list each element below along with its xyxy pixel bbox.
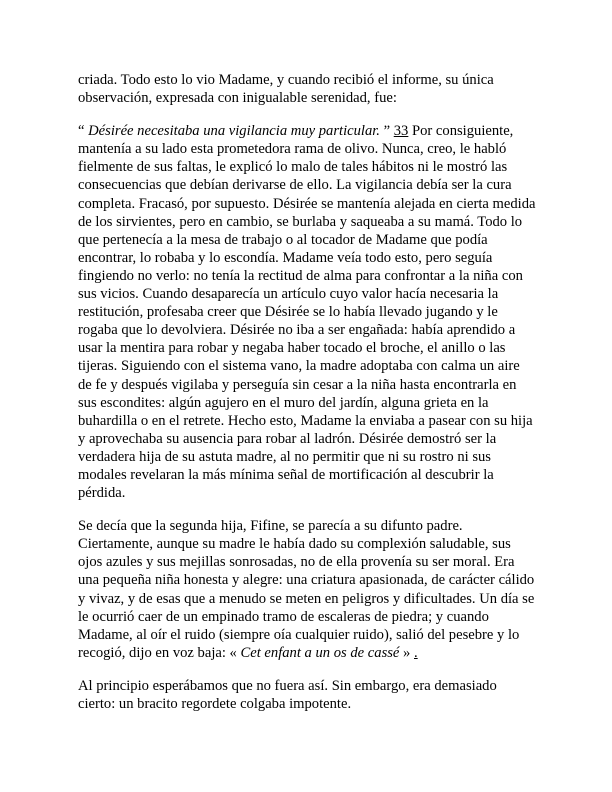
footnote-link[interactable]: . xyxy=(414,644,418,661)
paragraph-1 xyxy=(78,71,536,107)
open-quote: “ xyxy=(78,123,89,140)
paragraph-1-text: criada. Todo esto lo vio Madame, y cuando recibió el informe, su única observación, expresada con inigualable serenidad, fue: xyxy=(78,72,494,107)
paragraph-4 xyxy=(78,677,536,713)
paragraph-3 xyxy=(78,517,536,662)
french-quote: Cet enfant a un os de cassé xyxy=(240,644,400,661)
document-page xyxy=(78,71,536,728)
paragraph-3-text: Se decía que la segunda hija, Fifine, se parecía a su difunto padre. Ciertamente, aunque su madre le había dado su complexión saludable, sus ojos azules y sus mejillas sonrosadas, no de ella provenía su ser moral. Era una pequeña niña honesta y alegre: una criatura apasionada, de carácter cálido y vivaz, y de esas que a menudo se meten en peligros y dificultades. Un día se le ocurrió caer de un empinado tramo de escaleras de piedra; y cuando Madame, al oír el ruido (siempre oía cualquier ruido), salió del pesebre y lo recogió, dijo en voz baja: « xyxy=(78,518,535,661)
paragraph-2-text: Por consiguiente, mantenía a su lado esta prometedora rama de olivo. Nunca, creo, le habló fielmente de sus faltas, le explicó lo malo de tales hábitos ni le mostró las consecuencias que debían derivarse de ello. La vigilancia debía ser la cura completa. Fracasó, por supuesto. Désirée se mantenía alejada en cierta medida de los sirvientes, pero en cambio, se burlaba y saqueaba a su mamá. Todo lo que pertenecía a la mesa de trabajo o al tocador de Madame que podía encontrar, lo robaba y lo escondía. Madame veía todo esto, pero seguía fingiendo no verlo: no tenía la rectitud de alma para confrontar a la niña con sus vicios. Cuando desaparecía un artículo cuyo valor hacía necesaria la restitución, profesaba creer que Désirée se lo había llevado jugando y le rogaba que lo devolviera. Désirée no iba a ser engañada: había aprendido a usar la mentira para robar y negaba haber tocado el broche, el anillo o las tijeras. Siguiendo con el sistema vano, la madre adoptaba con calma un aire de fe y después vigilaba y perseguía sin cesar a la niña hasta encontrarla en sus escondites: algún agujero en el muro del jardín, alguna grieta en la buhardilla o en el retrete. Hecho esto, Madame la enviaba a pasear con su hija y aprovechaba su ausencia para robar al ladrón. Désirée demostró ser la verdadera hija de su astuta madre, al no permitir que ni su rostro ni sus modales revelaran la más mínima señal de mortificación al descubrir la pérdida. xyxy=(78,123,536,502)
french-close-quote: » xyxy=(399,644,414,661)
paragraph-2 xyxy=(78,122,536,502)
footnote-link-33[interactable]: 33 xyxy=(393,123,409,140)
quoted-phrase: Désirée necesitaba una vigilancia muy particular. xyxy=(88,123,380,140)
paragraph-4-text: Al principio esperábamos que no fuera así. Sin embargo, era demasiado cierto: un bracito regordete colgaba impotente. xyxy=(78,677,497,712)
close-quote: ” xyxy=(379,123,394,140)
